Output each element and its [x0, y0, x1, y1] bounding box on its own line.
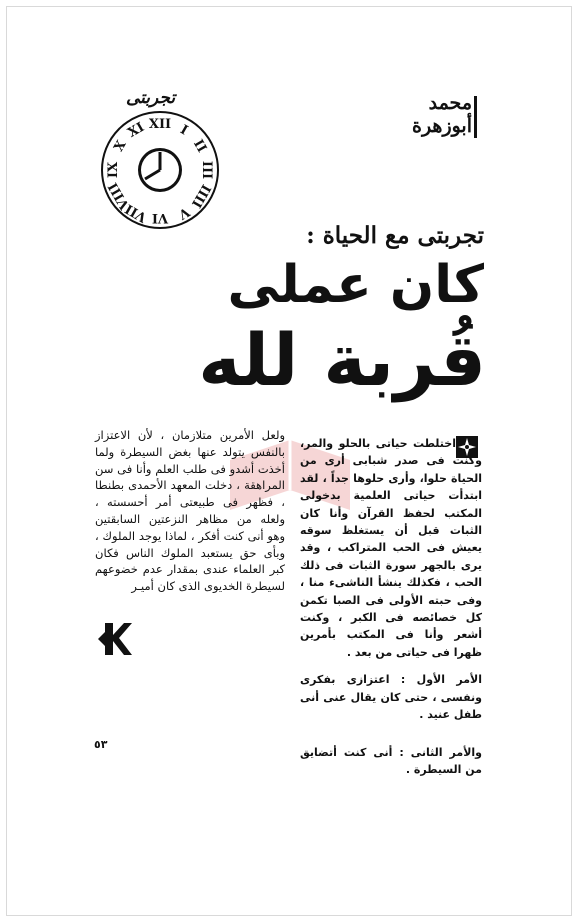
svg-text:I: I [177, 122, 191, 139]
clock-label: تجربتى [126, 88, 176, 108]
svg-text:IX: IX [106, 161, 121, 179]
author-first-name: محمد [428, 92, 472, 114]
svg-text:XII: XII [148, 117, 172, 132]
left-paragraph-1: ولعل الأمرين متلازمان ، لأن الاعتزاز بالنفس يتولد عنها بغض السيطرة ولما أخذت أشدو فى طلب العلم وأنا فى سن المراهقة ، دخلت المعهد الأحمدى بطنطا ، فظهر فى طبيعتى أمر أحسسته ، ولعله من مظاهر النزعتين السابقتين وهو أنى كنت أفكر ، لماذا يوجد الملوك ، وبأى حق يستعبد الملوك الناس فكان كبر العلماء عندى بمقدار عدم خضوعهم لسيطرة الخديوى الذى كان أميـر [95, 428, 285, 594]
author-block [360, 92, 472, 138]
svg-text:XI: XI [125, 119, 148, 141]
right-column [300, 435, 482, 788]
right-paragraph-2: الأمر الأول : اعتزازى بفكرى ونفسى ، حتى كان يقال عنى أنى طفل عنيد . [300, 673, 482, 722]
svg-text:VIII: VIII [105, 179, 134, 212]
clock-illustration [96, 88, 226, 234]
section-mark-icon [97, 621, 133, 657]
title-line-2: قُربة لله [198, 318, 486, 402]
svg-text:II: II [190, 137, 210, 156]
left-column [95, 427, 285, 605]
svg-text:V: V [175, 203, 192, 222]
title-line-1: كان عملى [227, 255, 484, 315]
kicker-heading: تجربتى مع الحياة : [306, 222, 484, 249]
right-paragraph-1: اختلطت حياتى بالحلو والمر، وكنت فى صدر شبابى أرى من الحياة حلوا، وأرى حلوها جداً ، لقد ابتدأت حياتى العلمية بدخولى المكتب لحفظ القرآن وأنا كان الثبات قبل أن يستغلظ سوقه يعيش فى الحب المتراكب ، وقد يرى بالجهر سورة الثبات فى ذلك الحب ، فكذلك ينشأ الناشىء منا ، وفى حبته الأولى فى الصبا تكمن كل خصائصه فى الكبر ، وكنت أشعر وأنا فى المكتب بأمرين ظهرا فى حياتى من بعد . [300, 437, 482, 659]
author-divider [474, 96, 477, 138]
clock-icon [96, 106, 226, 234]
svg-text:X: X [111, 138, 130, 155]
author-last-name: أبوزهرة [411, 115, 472, 137]
svg-text:III: III [199, 160, 214, 180]
svg-text:IIII: IIII [187, 181, 214, 211]
page-number: ٥٣ [94, 738, 108, 751]
svg-text:VII: VII [122, 200, 150, 225]
right-paragraph-3: والأمر الثانى : أنى كنت أتضايق من السيطرة . [300, 745, 482, 776]
svg-text:VI: VI [151, 210, 169, 225]
